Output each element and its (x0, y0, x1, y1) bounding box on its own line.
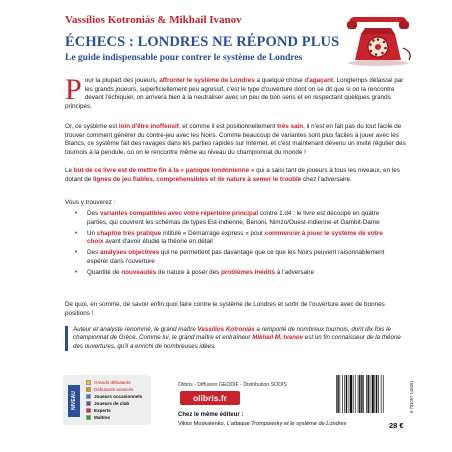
level-item (86, 393, 142, 400)
level-label: Experts (94, 408, 111, 413)
book-title: ÉCHECS : LONDRES NE RÉPOND PLUS (65, 34, 340, 50)
level-swatch (86, 394, 91, 399)
level-item (86, 386, 142, 393)
purpose-paragraph: Le but de ce livre est de mettre fin à la « panique londonienne » qui a saisi tant de joueurs à tous les niveaux, en les dotant de lignes de jeu fiables, compréhensibles et de nature à semer le trouble chez l'adversaire. (65, 167, 400, 183)
level-label: Joueurs occasionnels (94, 394, 143, 399)
publisher-badge: olibris.fr (180, 391, 240, 405)
list-item: • Des variantes compatibles avec votre répertoire principal contre 1.d4 : le livre est découpé en quatre parties, qui couvrent les schémas de types Est-indienne, Benoni, Nimzo/Ouest-indienne et Gambit-Dame (75, 210, 380, 226)
features-list (73, 210, 393, 280)
level-label: Joueurs de club (94, 401, 130, 406)
barcode-bar (366, 375, 367, 413)
barcode-bar (342, 375, 343, 413)
level-swatch (86, 415, 91, 420)
barcode-bar (350, 375, 352, 413)
barcode-bar (355, 375, 356, 413)
level-swatch (86, 380, 91, 385)
level-label: Grands débutants (94, 380, 131, 385)
barcode-bar (378, 375, 379, 413)
barcode-bar (336, 375, 337, 413)
list-item: • Des analyses objectives qui ne permettent pas davantage que ce que les Noirs peuvent raisonnablement espérer dans l'ouverture (75, 249, 385, 265)
list-item: • Un chapitre très pratique intitulé « Démarrage express » pour commencer à jouer le système de votre choix avant d'avoir étudié la théorie en détail (75, 229, 383, 246)
level-label: Débutants avancés (94, 387, 134, 392)
level-item (86, 379, 142, 386)
barcode-bar (358, 375, 359, 413)
book-subtitle: Le guide indispensable pour contrer le système de Londres (65, 53, 303, 63)
barcode-bar (344, 375, 345, 413)
isbn-number: 9 791097 145061 (409, 380, 414, 413)
barcode-bar (370, 375, 371, 413)
level-list (86, 379, 142, 421)
barcode-bar (359, 375, 360, 413)
barcode-bar (381, 375, 382, 413)
level-label: Maîtres (94, 415, 111, 420)
barcode-bar (372, 375, 374, 413)
authors-bio: Auteur et analyste renommé, le grand maître Vassílios Kotroniás a remporté de nombreux tournois, dont dix fois le championnat de Grèce. Comme lui, le grand maître et entraîneur Mikhail M. Ivanov est un fin connaisseur de la théorie des ouvertures, qu'il a enrichi de nombreuses idées. (65, 326, 407, 351)
barcode-bar (368, 375, 369, 413)
barcode-bar (353, 375, 354, 413)
price: 28 € (389, 421, 404, 430)
intro-paragraph: Pour la plupart des joueurs, affronter le système de Londres a quelque chose d'agaçant. Longtemps délaissé par les grands joueurs, superficiellement peu agressif, c'est le type d'ouverture dont on se dit que si on la rencontre devant l'échiquier, on arrivera bien à la neutraliser avec un peu de bon sens et en respectant quelques grands principes. (65, 73, 404, 110)
level-swatch (86, 401, 91, 406)
authors: Vassílios Kotroniás & Mikhail Ivanov (65, 14, 242, 26)
level-item (86, 400, 142, 407)
bullet-icon: • (75, 249, 78, 257)
barcode-bar (346, 375, 347, 413)
level-item (86, 407, 142, 414)
barcode-bar (363, 375, 364, 413)
barcode-bar (361, 375, 362, 413)
bullet-icon: • (75, 210, 78, 217)
barcode-bar (376, 375, 377, 413)
level-tag: NIVEAU (68, 385, 80, 417)
distribution-line: Olibris - Diffusion GEODIF - Distribution SODIS (178, 382, 287, 388)
barcode-bar (340, 375, 341, 413)
level-swatch (86, 408, 91, 413)
same-editor-label: Chez le même éditeur : (178, 412, 244, 418)
barcode-bar (349, 375, 350, 413)
second-paragraph: Or, ce système est loin d'être inoffensif, et comme il est positionnellement très sain, il n'est en fait pas du tout facile de trouver comment générer du contre-jeu avec les Noirs. Comme beaucoup de variantes sont plus faciles à jouer avec les Blancs, ce système fait des ravages dans les parties rapides sur Internet, et c'est maintenant devenu un invité régulier des tournois à la pendule, où on le rencontre même au niveau du championnat du monde ! (65, 123, 406, 156)
list-item: • Quantité de nouveautés de nature à poser des problèmes inédits à l'adversaire (75, 269, 314, 277)
barcode (334, 375, 408, 413)
same-editor-reference: Viktor Moskalenko, L'attaque Trompowsky et le système de Londres (178, 421, 347, 427)
level-item (86, 414, 142, 421)
bullet-icon: • (75, 229, 78, 237)
level-swatch (86, 387, 91, 392)
contents-lead: Vous y trouverez : (65, 199, 116, 206)
barcode-bar (337, 375, 338, 413)
closing-paragraph: De quoi, en somme, de savoir enfin quoi faire contre le système de Londres et sortir de l'ouverture avec de bonnes positions ! (65, 301, 385, 317)
barcode-bar (375, 375, 376, 413)
red-telephone-illustration (343, 8, 413, 66)
bullet-icon: • (75, 269, 78, 277)
barcode-bar (383, 375, 384, 413)
drop-cap: P (65, 73, 82, 106)
